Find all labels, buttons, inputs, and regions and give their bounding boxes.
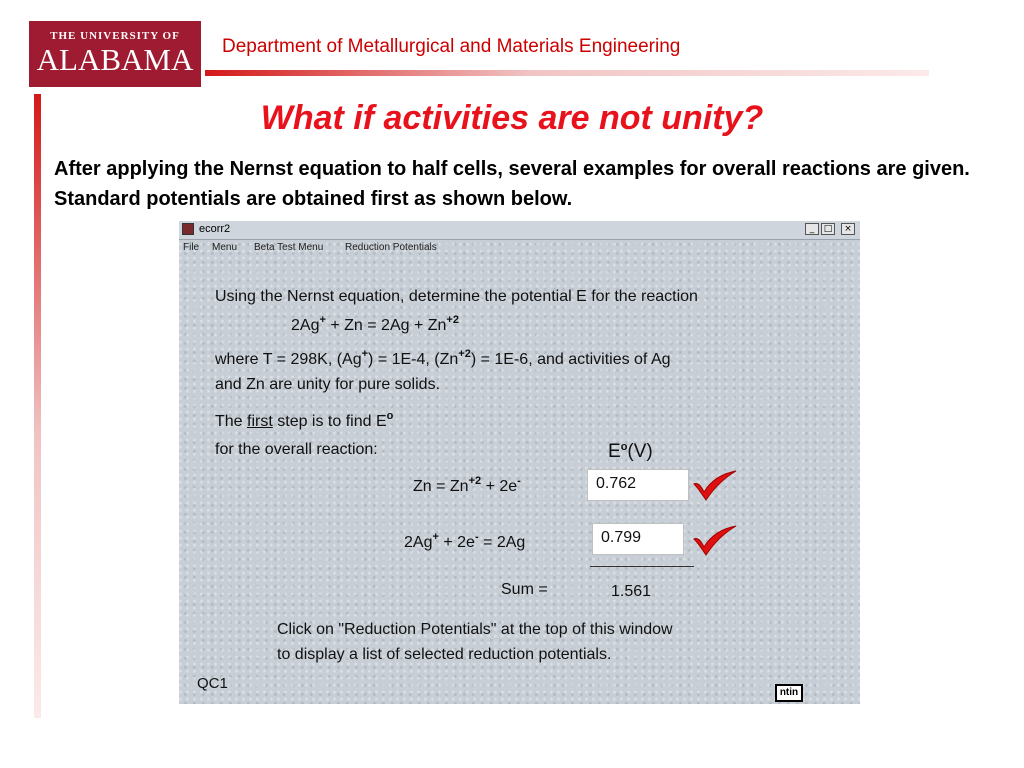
menu-reduction-potentials[interactable]: Reduction Potentials <box>345 242 437 253</box>
header-divider <box>205 70 929 76</box>
hint-line-2: to display a list of selected reduction potentials. <box>277 646 612 663</box>
step-line-1: The first step is to find $E^o$ <box>215 410 394 430</box>
logo-line-1: THE UNIVERSITY OF <box>50 30 180 42</box>
menu-beta-test[interactable]: Beta Test Menu <box>254 242 324 253</box>
checkmark-icon <box>692 470 738 502</box>
half-reaction-ag: 2Ag+ + 2e- = 2Ag <box>404 531 526 551</box>
university-logo <box>29 21 201 87</box>
screen-code-label: QC1 <box>197 675 228 692</box>
step-line-2: for the overall reaction: <box>215 441 378 458</box>
window-title: ecorr2 <box>199 223 231 235</box>
ag-potential-field[interactable]: 0.799 <box>592 523 684 555</box>
slide-intro: After applying the Nernst equation to half cells, several examples for overall reactions are given. Standard potentials are obtained first as shown below. <box>54 158 970 210</box>
window-titlebar <box>179 221 860 240</box>
checkmark-icon <box>692 525 738 557</box>
problem-prompt: Using the Nernst equation, determine the potential E for the reaction <box>215 288 698 305</box>
eo-column-header: $E^o(V)$ <box>608 441 653 462</box>
close-button[interactable]: × <box>841 223 855 235</box>
sum-value: 1.561 <box>611 583 652 600</box>
app-icon <box>182 223 194 235</box>
department-name: Department of Metallurgical and Materials Engineering <box>222 36 681 57</box>
maximize-button[interactable]: □ <box>821 223 835 235</box>
side-divider <box>34 94 41 718</box>
conditions-line-2: and Zn are unity for pure solids. <box>215 376 441 393</box>
slide-title: What if activities are not unity? <box>260 99 764 137</box>
continue-button[interactable]: ntin <box>775 684 803 702</box>
overall-reaction: $2Ag^+ + Zn = 2Ag + Zn^{+2}$ <box>291 314 459 334</box>
half-reaction-zn: $Zn = Zn^{+2} + 2e^-$ <box>413 475 521 495</box>
zn-potential-field[interactable]: 0.762 <box>587 469 689 501</box>
sum-divider <box>590 566 694 567</box>
conditions-line-1: where T = 298K, (Ag+) = 1E-4, $(Zn^{+2}) = 1E-6$, and activities of Ag <box>215 348 671 368</box>
sum-label: Sum = <box>501 581 548 598</box>
menu-file[interactable]: File <box>183 242 200 253</box>
logo-line-2: ALABAMA <box>36 42 194 77</box>
minimize-button[interactable]: _ <box>805 223 819 235</box>
hint-line-1: Click on "Reduction Potentials" at the top of this window <box>277 621 673 638</box>
ecorr2-window <box>179 221 860 704</box>
menu-bar <box>179 240 860 257</box>
menu-menu[interactable]: Menu <box>212 242 238 253</box>
